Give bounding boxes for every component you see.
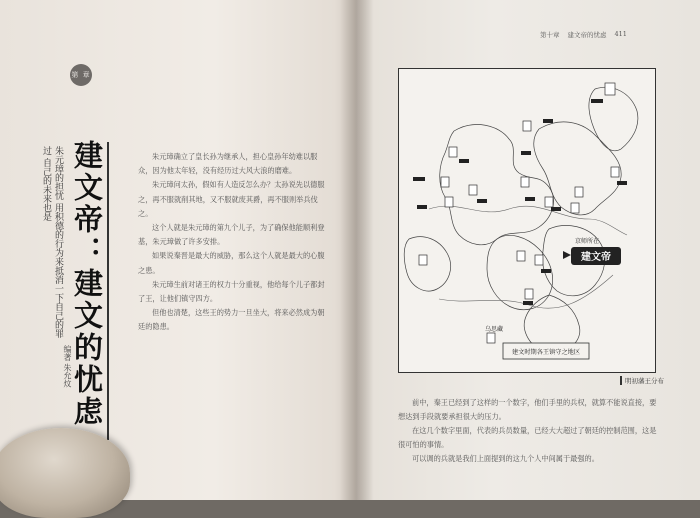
title-divider [107,142,109,440]
paragraph: 在这几个数字里面，代表的兵员数量，已经大大超过了朝廷的控制范围，这是很可怕的事情。 [398,426,657,449]
historical-map [398,68,656,373]
paragraph: 朱元璋问太孙，假如有人造反怎么办？太孙说先以德服之，再不服就削其地，又不服就废其爵，再不服则举兵伐之。 [138,180,325,218]
capital-callout [563,237,621,265]
paragraph: 前中，秦王已经到了这样的一个数字，他们手里的兵权，就算不能说直接，要想达到手段就要承担很大的压力。 [398,398,657,421]
running-head [540,30,627,39]
right-body-text [398,396,660,466]
map-legend [503,343,589,359]
map-caption: 明初藩王分布 [620,376,664,385]
running-head-chapter: 第十章 [540,31,560,39]
region-label-tibet: 乌思藏 [485,326,504,333]
chapter-title: 建文帝：建文的忧虑 [70,140,104,428]
paragraph: 但他也清楚，这些王的势力一旦坐大，将来必然成为朝廷的隐患。 [138,308,325,332]
pebble-paperweight [0,428,130,518]
paragraph: 朱元璋确立了皇长孙为继承人，担心皇孙年幼难以服众，因为他太年轻，没有经历过大风大浪的磨难。 [138,152,318,176]
chapter-byline: 编著 朱允炆 [63,345,72,388]
paragraph: 这个人就是朱元璋的第九个儿子，为了确保他能顺利登基，朱元璋做了许多安排。 [138,223,325,247]
left-body-text [138,150,326,335]
paragraph: 朱元璋生前对诸王的权力十分重视，他给每个儿子都封了王，让他们镇守四方。 [138,279,325,304]
region-borders [404,87,638,353]
paragraph: 可以调的兵就是我们上面提到的这九个人中间属于最强的。 [412,454,599,463]
chapter-badge: 第 章 [70,64,92,86]
page-number: 411 [614,30,627,38]
map-legend-text: 建文时期各王镇守之地区 [511,349,581,356]
running-head-title: 建文帝的忧虑 [567,31,607,39]
city-markers [413,83,627,343]
paragraph: 如果说秦晋是最大的威胁，那么这个人就是最大的心腹之患。 [138,251,325,275]
chapter-tagline: 朱元璋的担忧 用积德的行为来抵消一下自己的罪过 自己的未来也是 [41,146,63,338]
book-gutter [340,0,374,500]
capital-city-label: 建文帝 [581,252,611,263]
capital-caption-label: 京师所在 [575,238,600,245]
map-drawing [399,69,655,372]
